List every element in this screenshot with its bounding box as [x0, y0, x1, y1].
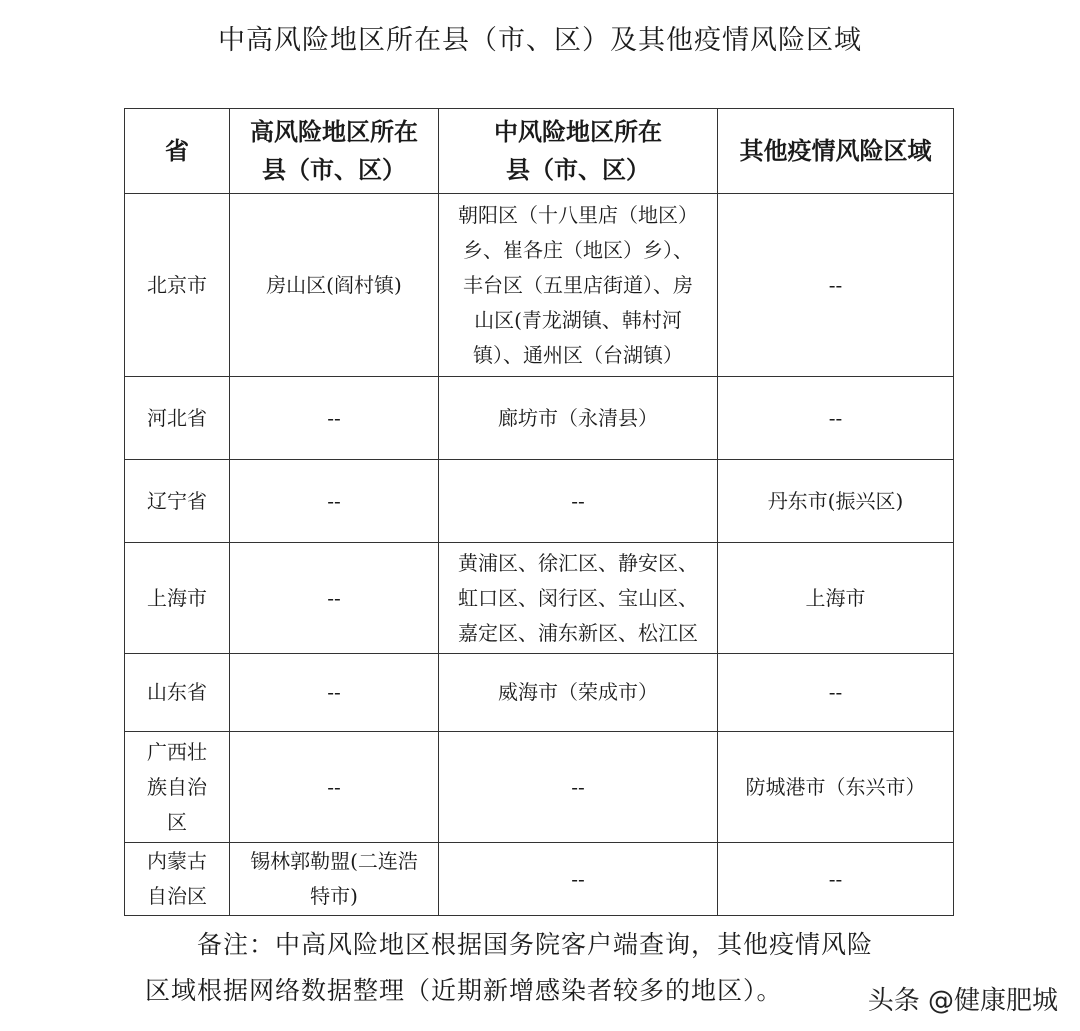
- cell-other-risk: --: [718, 194, 954, 377]
- header-high-risk: 高风险地区所在 县（市、区）: [230, 109, 439, 194]
- cell-mid-risk: 威海市（荣成市）: [439, 654, 718, 732]
- table-row: [125, 654, 954, 732]
- cell-high-risk: 房山区(阎村镇): [230, 194, 439, 377]
- header-other-risk: 其他疫情风险区域: [718, 109, 954, 194]
- cell-high-risk: 锡林郭勒盟(二连浩 特市): [230, 843, 439, 916]
- table-row: [125, 843, 954, 916]
- table-row: [125, 543, 954, 654]
- footnote: [145, 922, 965, 1014]
- watermark: 头条 @健康肥城: [867, 986, 1058, 1016]
- cell-other-risk: --: [718, 377, 954, 460]
- table-row: [125, 377, 954, 460]
- cell-province: 北京市: [125, 194, 230, 377]
- cell-high-risk: --: [230, 732, 439, 843]
- footnote-line-2: 区域根据网络数据整理（近期新增感染者较多的地区）。: [145, 976, 783, 1005]
- cell-other-risk: 防城港市（东兴市）: [718, 732, 954, 843]
- cell-mid-risk: --: [439, 460, 718, 543]
- footnote-line-1: 备注：中高风险地区根据国务院客户端查询，其他疫情风险: [197, 930, 874, 959]
- cell-mid-risk: --: [439, 732, 718, 843]
- cell-mid-risk: 黄浦区、徐汇区、静安区、 虹口区、闵行区、宝山区、 嘉定区、浦东新区、松江区: [439, 543, 718, 654]
- cell-high-risk: --: [230, 377, 439, 460]
- cell-high-risk: --: [230, 460, 439, 543]
- cell-province: 广西壮 族自治 区: [125, 732, 230, 843]
- cell-province: 辽宁省: [125, 460, 230, 543]
- cell-mid-risk: 廊坊市（永清县）: [439, 377, 718, 460]
- cell-province: 内蒙古 自治区: [125, 843, 230, 916]
- cell-other-risk: 丹东市(振兴区): [718, 460, 954, 543]
- table-row: [125, 194, 954, 377]
- header-mid-risk: 中风险地区所在 县（市、区）: [439, 109, 718, 194]
- cell-other-risk: --: [718, 654, 954, 732]
- cell-other-risk: --: [718, 843, 954, 916]
- cell-other-risk: 上海市: [718, 543, 954, 654]
- cell-mid-risk: 朝阳区（十八里店（地区） 乡、崔各庄（地区）乡）、 丰台区（五里店街道）、房 山区(青龙湖镇、韩村河 镇）、通州区（台湖镇）: [439, 194, 718, 377]
- cell-high-risk: --: [230, 654, 439, 732]
- table-row: [125, 460, 954, 543]
- cell-high-risk: --: [230, 543, 439, 654]
- cell-province: 山东省: [125, 654, 230, 732]
- cell-mid-risk: --: [439, 843, 718, 916]
- cell-province: 河北省: [125, 377, 230, 460]
- risk-area-table: [124, 108, 954, 916]
- document-title: 中高风险地区所在县（市、区）及其他疫情风险区域: [218, 25, 862, 56]
- table-row: [125, 732, 954, 843]
- header-province: 省: [125, 109, 230, 194]
- cell-province: 上海市: [125, 543, 230, 654]
- table-header-row: [125, 109, 954, 194]
